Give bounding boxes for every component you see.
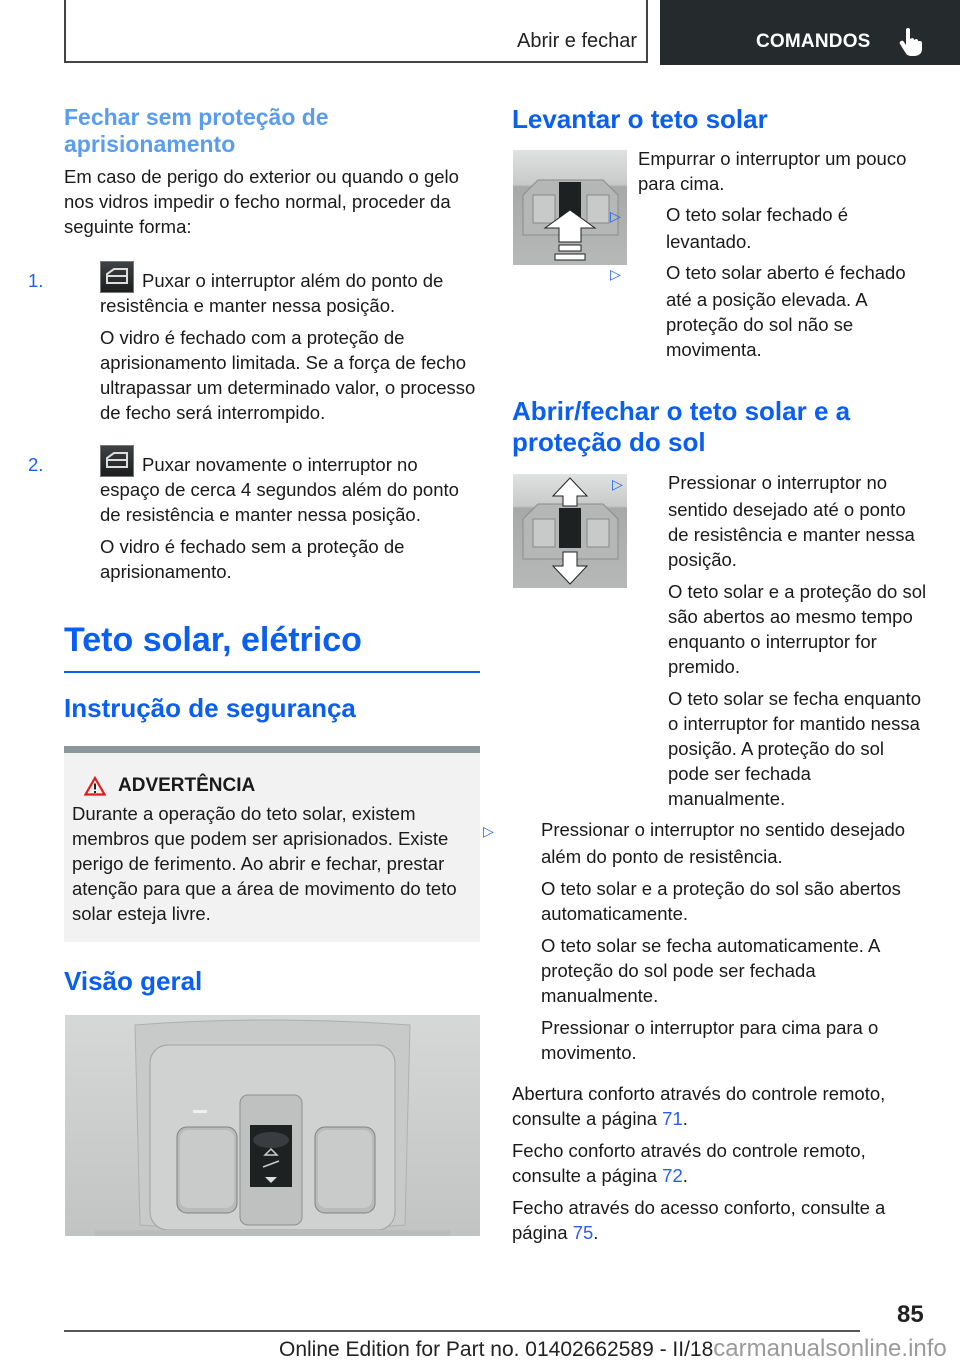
raise-text — [610, 146, 928, 362]
warning-triangle-icon — [84, 776, 106, 796]
step-note: O vidro é fechado sem a proteção de aprisionamento. — [100, 536, 405, 582]
footer-rule — [64, 1330, 860, 1332]
step-number: 2. — [28, 454, 44, 475]
item-note: O teto solar e a proteção do sol são abertos ao mesmo tempo enquanto o interruptor for premido. — [668, 581, 927, 677]
item-note: O teto solar e a proteção do sol são abertos automaticamente. — [541, 878, 901, 924]
step-text: Puxar novamente o interruptor no espaço de cerca 4 segundos além do ponto de resistência e manter nessa posição. — [100, 454, 459, 525]
page-number: 85 — [897, 1301, 924, 1328]
step-number: 1. — [28, 270, 44, 291]
open-close-item-2: ▷ Pressionar o interruptor no sentido desejado além do ponto de resistência. O teto solar e a proteção do sol são abertos automaticamente. O teto solar se fecha automaticamente. A proteção do sol pode ser fechada manualmente. Pressionar o interruptor para cima para o movimento. Abertura conforto através do controle remoto, consulte a página 71. Fecho conforto através do controle remoto, consulte a página 72. Fecho através do acesso conforto, consulte a página 75. — [512, 817, 928, 1245]
header-chapter-tab — [660, 0, 960, 65]
step-2 — [28, 445, 480, 584]
overview-title: Visão geral — [64, 966, 203, 996]
bullet-triangle-icon: ▷ — [610, 266, 621, 282]
chapter-title: Teto solar, elétrico — [64, 621, 362, 659]
warning-box — [64, 746, 480, 942]
left-column — [28, 104, 480, 997]
raise-bullet-1: ▷ O teto solar fechado é levantado. — [610, 204, 849, 252]
bullet-triangle-icon: ▷ — [483, 823, 494, 839]
item-note: O teto solar se fecha enquanto o interruptor for mantido nessa posição. A proteção do sol pode ser fechada manualmente. — [668, 688, 922, 809]
step-text: Puxar o interruptor além do ponto de resistência e manter nessa posição. — [100, 270, 444, 316]
switch-up-down-image — [513, 474, 627, 588]
open-close-title: Abrir/fechar o teto solar e a proteção do sol — [512, 396, 851, 457]
watermark: carmanualsonline.info — [713, 1335, 947, 1362]
header-section-title: Abrir e fechar — [517, 30, 638, 52]
page-link-75[interactable]: 75 — [572, 1222, 594, 1243]
open-close-item-1: ▷ Pressionar o interruptor no sentido desejado até o ponto de resistência e manter nessa posição. O teto solar e a proteção do sol são abertos ao mesmo tempo enquanto o interruptor for premido. O teto solar se fecha enquanto o interruptor for mantido nessa posição. A proteção do sol pode ser fechada manualmente. — [640, 470, 930, 811]
raise-title: Levantar o teto solar — [512, 104, 768, 134]
footer-edition: Online Edition for Part no. 01402662589 - II/18carmanualsonline.info — [279, 1335, 947, 1362]
roof-console-overview-image — [65, 1015, 480, 1236]
step-1 — [28, 261, 480, 425]
window-switch-icon — [100, 261, 134, 293]
warning-label: ADVERTÊNCIA — [118, 775, 256, 796]
right-column — [512, 104, 928, 135]
raise-intro: Empurrar o interruptor um pouco para cima. — [638, 148, 907, 194]
item-note: Pressionar o interruptor para cima para o movimento. — [541, 1017, 879, 1063]
warning-text: Durante a operação do teto solar, existem membros que podem ser aprisionados. Existe perigo de ferimento. Ao abrir e fechar, prestar atenção para que a área de movimento do teto solar esteja livre. — [72, 803, 457, 924]
page-link-71[interactable]: 71 — [662, 1108, 683, 1129]
bullet-triangle-icon: ▷ — [612, 476, 623, 492]
chapter-rule — [64, 671, 480, 673]
bullet-triangle-icon: ▷ — [610, 208, 621, 224]
window-switch-icon — [100, 445, 134, 477]
chapter-label: COMANDOS — [756, 31, 871, 52]
ref-comfort-access: Fecho através do acesso conforto, consulte a página 75. — [512, 1197, 886, 1243]
ref-remote-opening: Abertura conforto através do controle remoto, consulte a página 71. — [512, 1083, 886, 1129]
step-note: O vidro é fechado com a proteção de aprisionamento limitada. Se a força de fecho ultrapassar um determinado valor, o processo de fecho será interrompido. — [100, 327, 476, 423]
safety-title: Instrução de segurança — [64, 693, 356, 723]
section-title-no-pinch-protection: Fechar sem proteção de aprisionamento — [64, 104, 329, 157]
intro-paragraph: Em caso de perigo do exterior ou quando o gelo nos vidros impedir o fecho normal, proceder da seguinte forma: — [64, 166, 459, 237]
warning-bar — [64, 746, 480, 753]
pointing-hand-icon — [897, 26, 923, 56]
item-note: O teto solar se fecha automaticamente. A proteção do sol pode ser fechada manualmente. — [541, 935, 880, 1006]
raise-bullet-2: ▷ O teto solar aberto é fechado até a posição elevada. A proteção do sol não se movimenta. — [610, 262, 906, 360]
page-link-72[interactable]: 72 — [662, 1165, 683, 1186]
ref-remote-closing: Fecho conforto através do controle remoto, consulte a página 72. — [512, 1140, 866, 1186]
